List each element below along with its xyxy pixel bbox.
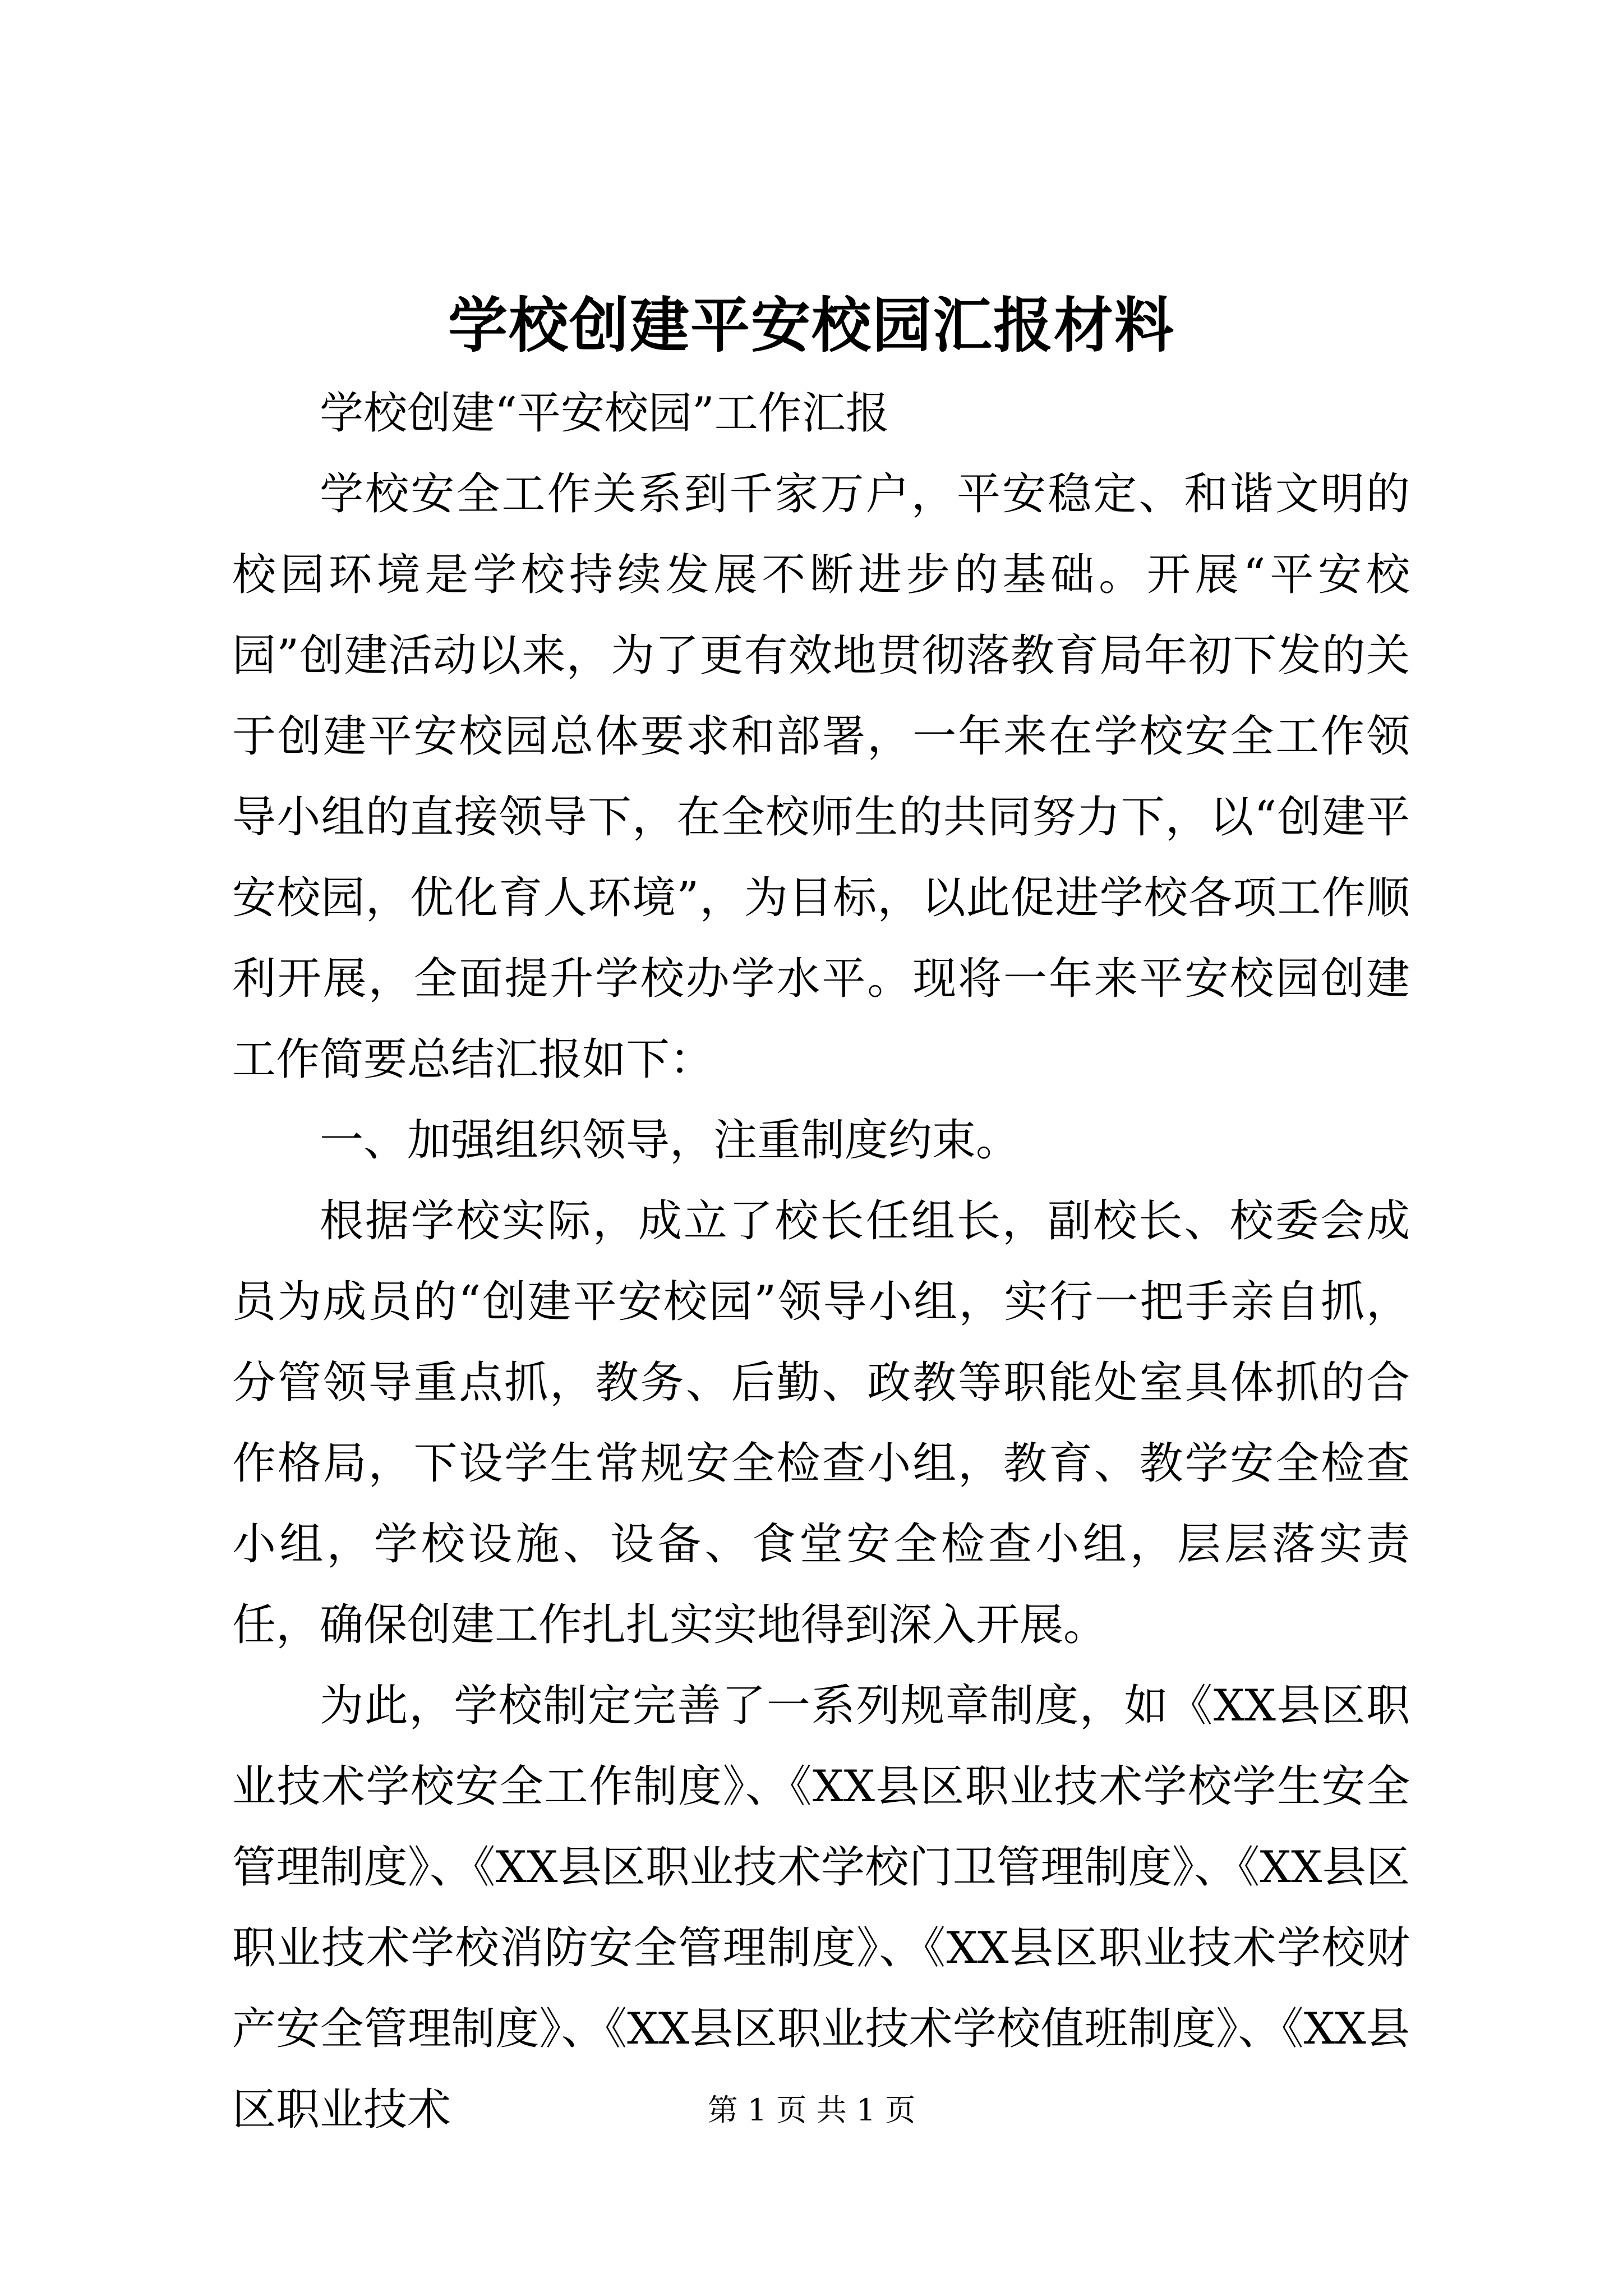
body-paragraph: 学校安全工作关系到千家万户，平安稳定、和谐文明的校园环境是学校持续发展不断进步的基础。开展“平安校园”创建活动以来，为了更有效地贯彻落教育局年初下发的关于创建平安校园总体要求和部署，一年来在学校安全工作领导小组的直接领导下，在全校师生的共同努力下，以“创建平安校园，优化育人环境”，为目标，以此促进学校各项工作顺利开展，全面提升学校办学水平。现将一年来平安校园创建工作简要总结汇报如下： bbox=[232, 469, 1410, 1085]
body-paragraph: 根据学校实际，成立了校长任组长，副校长、校委会成员为成员的“创建平安校园”领导小组，实行一把手亲自抓，分管领导重点抓，教务、后勤、政教等职能处室具体抓的合作格局，下设学生常规安全检查小组，教育、教学安全检查小组，学校设施、设备、食堂安全检查小组，层层落实责任，确保创建工作扎扎实实地得到深入开展。 bbox=[232, 1196, 1410, 1650]
page-footer bbox=[0, 2088, 1623, 2133]
document-title: 学校创建平安校园汇报材料 bbox=[448, 290, 1175, 360]
section-heading: 一、加强组织领导，注重制度约束。 bbox=[320, 1115, 1020, 1166]
body-paragraph: 为此，学校制定完善了一系列规章制度，如《XX县区职业技术学校安全工作制度》、《XX县区职业技术学校学生安全管理制度》、《XX县区职业技术学校门卫管理制度》、《XX县区职业技术学校消防安全管理制度》、《XX县区职业技术学校财产安全管理制度》、《XX县区职业技术学校值班制度》、《XX县区职业技术 bbox=[232, 1681, 1410, 2135]
document-body bbox=[232, 373, 1410, 2150]
subtitle-paragraph: 学校创建“平安校园”工作汇报 bbox=[320, 388, 889, 439]
page-number: 第 1 页 共 1 页 bbox=[707, 2092, 916, 2128]
